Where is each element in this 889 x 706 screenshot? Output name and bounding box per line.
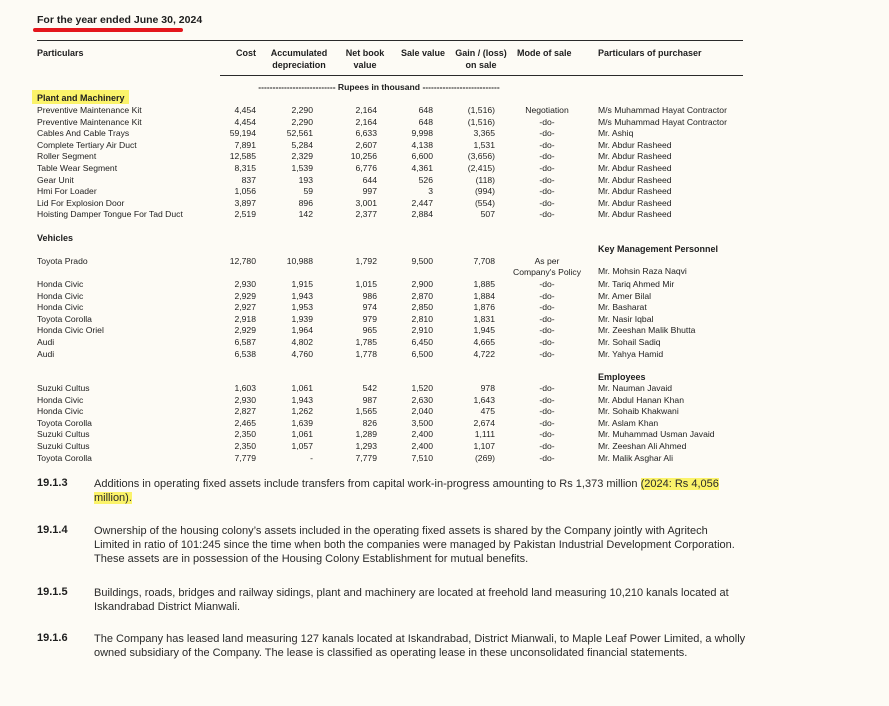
cell-particular: Toyota Corolla <box>37 452 92 463</box>
page-title: For the year ended June 30, 2024 <box>37 14 203 26</box>
cell-mode: -do- <box>539 383 555 393</box>
cell-cost: 2,929 <box>234 290 256 301</box>
cell-purchaser: Mr. Abdur Rasheed <box>598 151 672 162</box>
cell-cost: 2,827 <box>234 406 256 417</box>
purchaser-row-prado <box>0 266 889 278</box>
note-text: The Company has leased land measuring 127 kanals located at Iskandrabad, District Mianwali, to Maple Leaf Power Limited, a wholly owned subsidiary of the Company. The lease is classified as operating lease in these unconsolidated financial statements. <box>94 633 746 659</box>
cell-purchaser: Mr. Aslam Khan <box>598 417 659 428</box>
table-row <box>0 186 889 198</box>
cell-particular: Cables And Cable Trays <box>37 128 130 139</box>
cell-gain-loss: 1,107 <box>473 441 495 451</box>
cell-acc-dep: 896 <box>298 197 313 208</box>
cell-acc-dep: 1,939 <box>291 313 313 324</box>
cell-mode: -do- <box>539 394 555 405</box>
cell-particular: Honda Civic <box>37 394 84 405</box>
rupees-in-thousand-label: --------------------------- Rupees in thousand --------------------------- <box>258 82 500 92</box>
cell-gain-loss: 1,531 <box>473 139 495 150</box>
cell-nbv: 1,565 <box>355 406 377 417</box>
cell-purchaser: Mr. Nasir Iqbal <box>598 313 654 324</box>
cell-particular: Suzuki Cultus <box>37 383 90 393</box>
cell-nbv: 6,776 <box>355 163 377 173</box>
header-top-rule <box>37 40 743 41</box>
header-nbv-line1: Net book <box>345 48 385 58</box>
cell-acc-dep: 4,802 <box>291 337 313 347</box>
cell-purchaser: Mr. Amer Bilal <box>598 290 652 301</box>
cell-acc-dep: 1,057 <box>291 441 313 451</box>
cell-purchaser: Mr. Malik Asghar Ali <box>598 452 673 463</box>
cell-mode: -do- <box>539 325 555 336</box>
table-row <box>0 175 889 187</box>
cell-sale-value: 2,870 <box>411 290 433 301</box>
header-accumulated-depreciation <box>264 47 334 71</box>
cell-nbv: 1,778 <box>355 348 377 359</box>
cell-nbv: 2,164 <box>355 105 377 115</box>
table-row <box>0 453 889 465</box>
cell-particular: Honda Civic <box>37 302 84 313</box>
cell-sale-value: 2,630 <box>411 394 433 405</box>
table-row <box>0 105 889 117</box>
cell-nbv: 979 <box>362 313 377 324</box>
cell-sale-value: 2,900 <box>411 279 433 289</box>
table-row <box>0 209 889 221</box>
cell-mode: -do- <box>539 441 555 451</box>
cell-gain-loss: (269) <box>474 452 495 463</box>
table-row <box>0 291 889 303</box>
cell-purchaser: Mr. Abdur Rasheed <box>598 209 672 220</box>
header-gain-loss <box>450 47 512 71</box>
cell-particular: Toyota Prado <box>37 256 88 266</box>
table-row <box>0 325 889 337</box>
cell-nbv: 1,792 <box>355 256 377 266</box>
cell-nbv: 3,001 <box>355 197 377 208</box>
title-underline-mark <box>33 28 183 32</box>
section-title-plant <box>37 93 129 103</box>
cell-particular: Hoisting Damper Tongue For Tad Duct <box>37 209 183 220</box>
cell-gain-loss: 4,722 <box>473 348 495 359</box>
cell-purchaser: Mr. Abdur Rasheed <box>598 186 672 197</box>
cell-gain-loss: 507 <box>480 209 495 220</box>
cell-cost: 2,927 <box>234 302 256 313</box>
cell-nbv: 7,779 <box>355 452 377 463</box>
cell-purchaser: Mr. Abdul Hanan Khan <box>598 394 684 405</box>
header-acc-line1: Accumulated <box>270 48 328 58</box>
cell-cost: 12,780 <box>229 256 256 266</box>
cell-sale-value: 2,447 <box>411 197 433 208</box>
cell-sale-value: 2,884 <box>411 209 433 220</box>
cell-mode: -do- <box>539 313 555 324</box>
cell-cost: 2,350 <box>234 441 256 451</box>
cell-gain-loss: 3,365 <box>473 128 495 139</box>
cell-cost: 2,519 <box>234 209 256 220</box>
cell-sale-value: 648 <box>418 105 433 115</box>
header-mode-of-sale: Mode of sale <box>517 48 572 58</box>
cell-nbv: 986 <box>362 290 377 301</box>
cell-purchaser: M/s Muhammad Hayat Contractor <box>598 116 727 127</box>
cell-sale-value: 7,510 <box>411 452 433 463</box>
cell-gain-loss: (554) <box>474 197 495 208</box>
header-acc-line2: depreciation <box>272 60 326 70</box>
cell-particular: Gear Unit <box>37 174 74 185</box>
table-row <box>0 117 889 129</box>
cell-sale-value: 648 <box>418 116 433 127</box>
table-row <box>0 140 889 152</box>
cell-nbv: 2,377 <box>355 209 377 220</box>
cell-gain-loss: 978 <box>480 383 495 393</box>
cell-acc-dep: 1,539 <box>291 163 313 173</box>
cell-nbv: 997 <box>362 186 377 197</box>
cell-particular: Preventive Maintenance Kit <box>37 105 142 115</box>
note-text: Ownership of the housing colony’s assets included in the operating fixed assets is shared by the Company jointly with Agritech Limited in ratio of 101:245 since the time when both the companies were managed by Pakistan Industrial Development Corporation. These assets are in possession of the Housing Colony Establishment for mutual benefits. <box>94 525 735 565</box>
table-row <box>0 349 889 361</box>
cell-purchaser: Mr. Sohaib Khakwani <box>598 406 679 417</box>
cell-cost: 4,454 <box>234 105 256 115</box>
cell-sale-value: 2,810 <box>411 313 433 324</box>
cell-acc-dep: 193 <box>298 174 313 185</box>
cell-nbv: 974 <box>362 302 377 313</box>
cell-sale-value: 1,520 <box>411 383 433 393</box>
cell-gain-loss: 2,674 <box>473 417 495 428</box>
cell-nbv: 1,015 <box>355 279 377 289</box>
cell-particular: Hmi For Loader <box>37 186 97 197</box>
cell-mode: -do- <box>539 116 555 127</box>
cell-acc-dep: 1,943 <box>291 290 313 301</box>
note-number: 19.1.6 <box>37 632 68 644</box>
cell-particular: Honda Civic Oriel <box>37 325 104 336</box>
note-body: Additions in operating fixed assets include transfers from capital work-in-progress amounting to Rs 1,373 million <box>94 478 638 490</box>
table-row <box>0 302 889 314</box>
cell-cost: 1,603 <box>234 383 256 393</box>
table-row <box>0 395 889 407</box>
cell-purchaser: Mr. Ashiq <box>598 128 634 139</box>
header-gain-line2: on sale <box>465 60 497 70</box>
cell-particular: Lid For Explosion Door <box>37 197 125 208</box>
cell-purchaser: Mr. Nauman Javaid <box>598 383 673 393</box>
cell-acc-dep: 1,061 <box>291 383 313 393</box>
cell-gain-loss: (1,516) <box>467 105 495 115</box>
cell-acc-dep: 2,290 <box>291 105 313 115</box>
cell-mode: -do- <box>539 348 555 359</box>
cell-sale-value: 3 <box>428 186 433 197</box>
cell-nbv: 6,633 <box>355 128 377 139</box>
cell-particular: Honda Civic <box>37 290 84 301</box>
cell-mode: -do- <box>539 406 555 417</box>
table-row <box>0 406 889 418</box>
cell-gain-loss: 7,708 <box>473 256 495 266</box>
cell-cost: 6,587 <box>234 337 256 347</box>
cell-acc-dep: 1,953 <box>291 302 313 313</box>
note-number: 19.1.4 <box>37 524 68 536</box>
cell-acc-dep: 4,760 <box>291 348 313 359</box>
note-text: Buildings, roads, bridges and railway sidings, plant and machinery are located at freehold land measuring 10,210 kanals located at Iskandrabad District Mianwali. <box>94 587 729 613</box>
table-row <box>0 198 889 210</box>
table-row <box>0 441 889 453</box>
cell-cost: 2,930 <box>234 279 256 289</box>
cell-mode: -do- <box>539 174 555 185</box>
note-text <box>94 477 746 505</box>
cell-particular: Suzuki Cultus <box>37 441 90 451</box>
header-purchaser: Particulars of purchaser <box>598 48 702 58</box>
cell-purchaser: Mr. Muhammad Usman Javaid <box>598 429 715 440</box>
cell-mode: -do- <box>539 151 555 162</box>
cell-nbv: 826 <box>362 417 377 428</box>
cell-cost: 4,454 <box>234 116 256 127</box>
cell-nbv: 644 <box>362 174 377 185</box>
cell-gain-loss: (994) <box>474 186 495 197</box>
cell-nbv: 1,293 <box>355 441 377 451</box>
cell-sale-value: 4,361 <box>411 163 433 173</box>
mode-line2: Company's Policy <box>512 267 582 277</box>
cell-particular: Audi <box>37 337 55 347</box>
cell-nbv: 987 <box>362 394 377 405</box>
cell-mode: -do- <box>539 429 555 440</box>
cell-nbv: 542 <box>362 383 377 393</box>
cell-sale-value: 2,910 <box>411 325 433 336</box>
table-row <box>0 314 889 326</box>
cell-cost: 2,350 <box>234 429 256 440</box>
cell-mode: -do- <box>539 139 555 150</box>
table-row <box>0 337 889 349</box>
table-row <box>0 163 889 175</box>
header-nbv-line2: value <box>353 60 377 70</box>
table-row <box>0 128 889 140</box>
cell-acc-dep: - <box>310 452 313 463</box>
cell-gain-loss: (3,656) <box>467 151 495 162</box>
cell-cost: 1,056 <box>234 186 256 197</box>
cell-mode: -do- <box>539 197 555 208</box>
cell-acc-dep: 59 <box>303 186 313 197</box>
cell-gain-loss: 475 <box>480 406 495 417</box>
section-title-plant-text: Plant and Machinery <box>32 90 129 104</box>
cell-sale-value: 2,040 <box>411 406 433 417</box>
cell-cost: 59,194 <box>229 128 256 139</box>
cell-acc-dep: 2,290 <box>291 116 313 127</box>
cell-cost: 2,465 <box>234 417 256 428</box>
cell-cost: 2,929 <box>234 325 256 336</box>
cell-nbv: 10,256 <box>350 151 377 162</box>
cell-purchaser: Mr. Mohsin Raza Naqvi <box>598 266 687 276</box>
cell-purchaser: Mr. Yahya Hamid <box>598 348 664 359</box>
cell-mode: -do- <box>539 417 555 428</box>
cell-nbv: 1,785 <box>355 337 377 347</box>
cell-purchaser: Mr. Zeeshan Ali Ahmed <box>598 441 687 451</box>
cell-sale-value: 6,450 <box>411 337 433 347</box>
cell-gain-loss: 1,885 <box>473 279 495 289</box>
cell-gain-loss: 4,665 <box>473 337 495 347</box>
employees-heading: Employees <box>598 372 646 382</box>
cell-acc-dep: 1,943 <box>291 394 313 405</box>
cell-cost: 7,891 <box>234 139 256 150</box>
section-title-vehicles: Vehicles <box>37 233 74 243</box>
cell-acc-dep: 1,061 <box>291 429 313 440</box>
note-number: 19.1.5 <box>37 586 68 598</box>
cell-gain-loss: (118) <box>475 174 495 185</box>
cell-purchaser: Mr. Abdur Rasheed <box>598 163 672 173</box>
cell-purchaser: Mr. Basharat <box>598 302 647 313</box>
cell-cost: 7,779 <box>234 452 256 463</box>
cell-mode: -do- <box>539 163 555 173</box>
note-number: 19.1.3 <box>37 477 68 489</box>
table-row <box>0 279 889 291</box>
header-cost: Cost <box>236 48 256 58</box>
cell-sale-value: 2,850 <box>411 302 433 313</box>
cell-acc-dep: 52,561 <box>286 128 313 139</box>
cell-particular: Roller Segment <box>37 151 97 162</box>
cell-acc-dep: 142 <box>298 209 313 220</box>
cell-sale-value: 6,500 <box>411 348 433 359</box>
mode-line1: As per <box>534 256 560 266</box>
cell-particular: Honda Civic <box>37 279 84 289</box>
cell-sale-value: 9,500 <box>411 256 433 266</box>
cell-gain-loss: (1,516) <box>467 116 495 127</box>
cell-cost: 12,585 <box>229 151 256 162</box>
cell-particular: Suzuki Cultus <box>37 429 90 440</box>
cell-mode: -do- <box>539 128 555 139</box>
cell-gain-loss: 1,945 <box>473 325 495 336</box>
cell-acc-dep: 1,262 <box>291 406 313 417</box>
cell-particular: Honda Civic <box>37 406 84 417</box>
cell-acc-dep: 1,915 <box>291 279 313 289</box>
header-bottom-rule <box>220 75 743 76</box>
header-net-book-value <box>340 47 390 71</box>
cell-cost: 837 <box>241 174 256 185</box>
header-particulars: Particulars <box>37 48 84 58</box>
cell-particular: Complete Tertiary Air Duct <box>37 139 137 150</box>
cell-purchaser: Mr. Abdur Rasheed <box>598 139 672 150</box>
cell-mode: -do- <box>539 209 555 220</box>
table-row <box>0 418 889 430</box>
cell-sale-value: 6,600 <box>411 151 433 162</box>
cell-gain-loss: (2,415) <box>467 163 495 173</box>
cell-particular: Table Wear Segment <box>37 163 118 173</box>
cell-cost: 6,538 <box>234 348 256 359</box>
cell-sale-value: 9,998 <box>411 128 433 139</box>
cell-purchaser: Mr. Abdur Rasheed <box>598 197 672 208</box>
cell-sale-value: 2,400 <box>411 429 433 440</box>
cell-particular: Audi <box>37 348 55 359</box>
cell-mode: -do- <box>539 290 555 301</box>
cell-nbv: 965 <box>362 325 377 336</box>
cell-sale-value: 2,400 <box>411 441 433 451</box>
table-row <box>0 151 889 163</box>
note-highlight: (2024: Rs 4,056 million). <box>94 478 719 504</box>
cell-acc-dep: 1,964 <box>291 325 313 336</box>
cell-purchaser: Mr. Sohail Sadiq <box>598 337 661 347</box>
cell-gain-loss: 1,643 <box>473 394 495 405</box>
cell-particular: Toyota Corolla <box>37 417 92 428</box>
cell-cost: 8,315 <box>234 163 256 173</box>
cell-mode: -do- <box>539 337 555 347</box>
cell-mode: -do- <box>539 279 555 289</box>
cell-gain-loss: 1,111 <box>474 429 495 440</box>
cell-acc-dep: 1,639 <box>291 417 313 428</box>
cell-purchaser: M/s Muhammad Hayat Contractor <box>598 105 727 115</box>
cell-sale-value: 3,500 <box>411 417 433 428</box>
kmp-heading: Key Management Personnel <box>598 244 719 254</box>
cell-mode: -do- <box>539 186 555 197</box>
cell-purchaser: Mr. Abdur Rasheed <box>598 174 672 185</box>
table-row <box>0 429 889 441</box>
cell-nbv: 1,289 <box>355 429 377 440</box>
cell-gain-loss: 1,831 <box>473 313 495 324</box>
cell-sale-value: 526 <box>418 174 433 185</box>
cell-acc-dep: 10,988 <box>286 256 313 266</box>
cell-nbv: 2,164 <box>355 116 377 127</box>
cell-mode: -do- <box>539 452 555 463</box>
cell-cost: 2,918 <box>234 313 256 324</box>
cell-acc-dep: 5,284 <box>291 139 313 150</box>
cell-cost: 3,897 <box>234 197 256 208</box>
cell-gain-loss: 1,884 <box>473 290 495 301</box>
cell-mode: Negotiation <box>525 105 569 115</box>
cell-mode: -do- <box>539 302 555 313</box>
cell-sale-value: 4,138 <box>411 139 433 150</box>
header-gain-line1: Gain / (loss) <box>455 48 507 58</box>
table-row <box>0 383 889 395</box>
cell-acc-dep: 2,329 <box>291 151 313 162</box>
cell-purchaser: Mr. Tariq Ahmed Mir <box>598 279 675 289</box>
cell-particular: Toyota Corolla <box>37 313 92 324</box>
cell-nbv: 2,607 <box>355 139 377 150</box>
header-sale-value: Sale value <box>400 48 445 58</box>
cell-cost: 2,930 <box>234 394 256 405</box>
cell-gain-loss: 1,876 <box>473 302 495 313</box>
cell-purchaser: Mr. Zeeshan Malik Bhutta <box>598 325 696 336</box>
cell-particular: Preventive Maintenance Kit <box>37 116 142 127</box>
